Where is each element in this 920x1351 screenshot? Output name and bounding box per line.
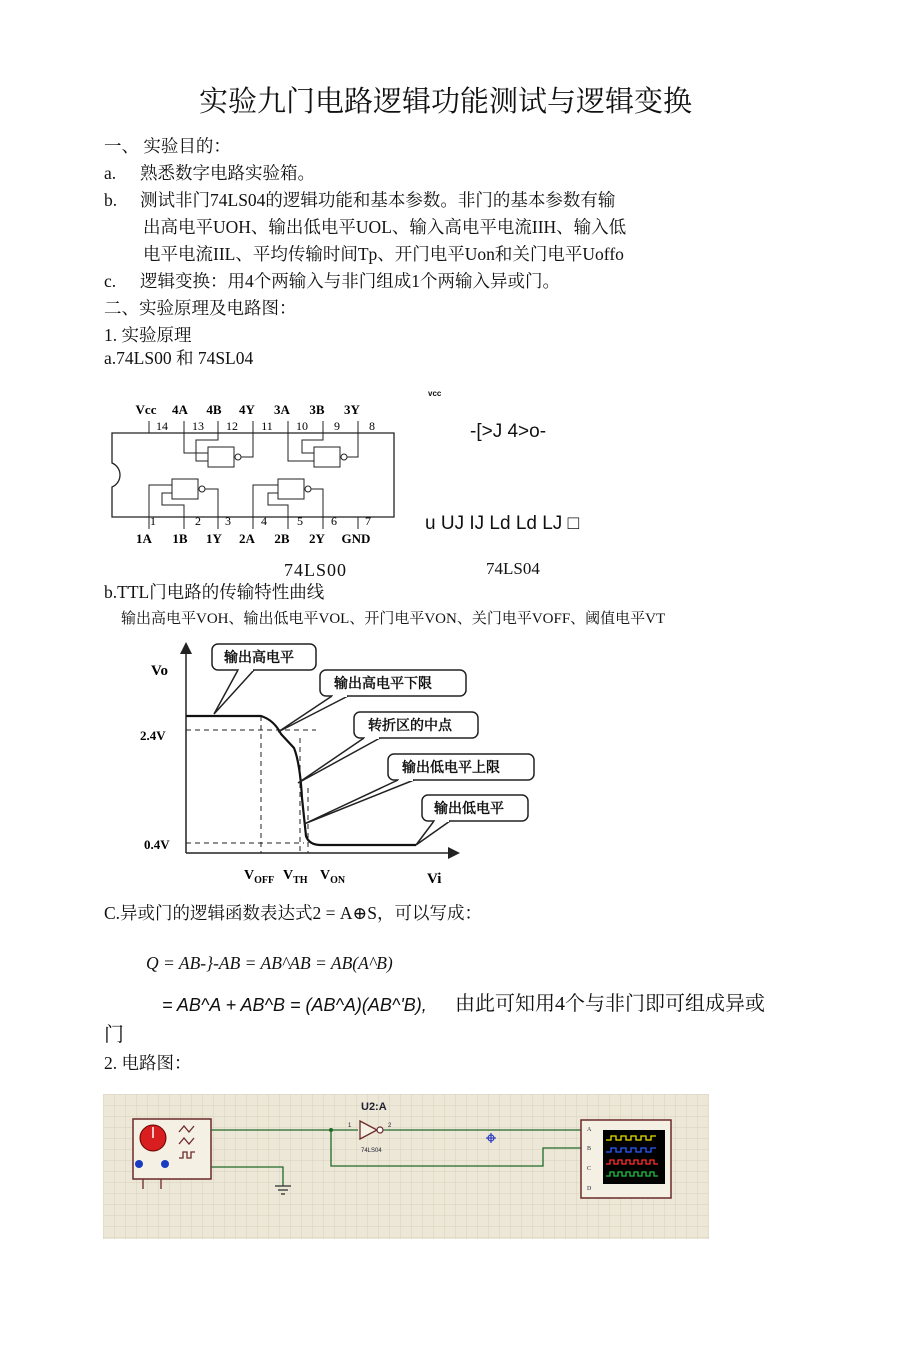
formula-line-2-text: 由此可知用4个与非门即可组成异或 — [455, 993, 765, 1015]
chip-74ls04-caption: 74LS04 — [486, 559, 540, 578]
gate-pin-out: 2 — [388, 1123, 392, 1129]
pin-label-top: 4Y — [239, 402, 255, 417]
pin-label-bottom: 1Y — [206, 531, 222, 546]
pin-label-bottom: GND — [341, 531, 371, 546]
section-2-heading: 二、实验原理及电路图： — [104, 298, 297, 318]
xor-expression-heading: C.异或门的逻辑函数表达式2 = A⊕S，可以写成： — [104, 903, 482, 923]
formula-line-2-math: = AB^A + AB^B = (AB^A)(AB^'B), — [162, 995, 427, 1015]
scope-channel-b: B — [587, 1146, 592, 1152]
pin-number-bottom: 6 — [331, 514, 337, 528]
section-1-heading: 一、 实验目的： — [104, 136, 231, 156]
chip-74ls00-diagram — [104, 395, 404, 585]
chips-heading: a.74LS00 和 74SL04 — [104, 348, 254, 368]
pin-number-top: 12 — [226, 419, 238, 433]
callout-transition-midpoint: 转折区的中点 — [368, 719, 452, 734]
curve-description: 输出高电平VOH、输出低电平VOL、开门电平VON、关门电平VOFF、阈值电平VT — [121, 611, 666, 627]
callout-output-low: 输出低电平 — [434, 802, 504, 817]
x-label-voff: $V_{OFF}$ — [244, 868, 275, 886]
pin-number-top: 9 — [334, 419, 340, 433]
gate-part-label: 74LS04 — [361, 1148, 382, 1154]
pin-number-bottom: 4 — [261, 514, 267, 528]
circuit-schematic — [103, 1094, 709, 1239]
chip-74ls04-row-1: -[>J 4>o- — [470, 421, 547, 442]
y-tick-0-4v: 0.4V — [144, 837, 170, 852]
circuit-heading: 2. 电路图： — [104, 1053, 192, 1073]
chip-74ls00-caption: 74LS00 — [284, 560, 348, 580]
item-a-text: 熟悉数字电路实验箱。 — [140, 163, 315, 183]
scope-channel-d: D — [587, 1186, 592, 1192]
item-a-marker: a. — [104, 163, 117, 183]
formula-line-1: Q = AB-}-AB = AB^AB = AB(A^B) — [146, 953, 393, 973]
chip-74ls04-row-2: u UJ IJ Ld Ld LJ □ — [425, 513, 580, 534]
pin-number-top: 14 — [156, 419, 168, 433]
y-axis-label: Vo — [151, 663, 168, 679]
pin-number-top: 8 — [369, 419, 375, 433]
pin-number-bottom: 7 — [365, 514, 371, 528]
pin-number-bottom: 3 — [225, 514, 231, 528]
formula-line-2-tail: 门 — [104, 1024, 124, 1046]
callout-output-low-max: 输出低电平上限 — [402, 761, 500, 776]
page-title: 实验九门电路逻辑功能测试与逻辑变换 — [199, 86, 693, 118]
curve-heading: b.TTL门电路的传输特性曲线 — [104, 582, 325, 602]
pin-label-top: 3Y — [344, 402, 360, 417]
signal-generator[interactable] — [133, 1119, 211, 1189]
pin-label-bottom: 1B — [172, 531, 188, 546]
x-axis-label: Vi — [427, 871, 442, 887]
transfer-curve-chart — [136, 638, 556, 888]
pin-number-top: 10 — [296, 419, 308, 433]
pin-label-bottom: 2B — [274, 531, 290, 546]
item-c-marker: c. — [104, 271, 117, 291]
item-b-line-3: 电平电流IIL、平均传输时间Tp、开门电平Uon和关门电平Uoffo — [143, 244, 624, 264]
x-label-vth: $V_{TH}$ — [283, 868, 308, 886]
pin-label-top: Vcc — [135, 402, 157, 417]
y-tick-2-4v: 2.4V — [140, 728, 166, 743]
gate-pin-in: 1 — [348, 1123, 352, 1129]
scope-channel-c: C — [587, 1166, 592, 1172]
item-c-text: 逻辑变换：用4个两输入与非门组成1个两输入异或门。 — [140, 271, 560, 291]
pin-label-top: 4B — [206, 402, 222, 417]
callout-output-high: 输出高电平 — [224, 651, 294, 666]
x-label-von: $V_{ON}$ — [320, 868, 346, 886]
pin-number-bottom: 2 — [195, 514, 201, 528]
scope-channel-a: A — [587, 1127, 592, 1133]
chip-74ls04-vcc: vcc — [428, 389, 442, 398]
callout-output-high-min: 输出高电平下限 — [334, 677, 432, 692]
pin-number-top: 11 — [261, 419, 273, 433]
pin-number-top: 13 — [192, 419, 204, 433]
pin-label-top: 3A — [274, 402, 290, 417]
pin-label-bottom: 1A — [136, 531, 152, 546]
principle-heading: 1. 实验原理 — [104, 325, 192, 345]
pin-label-bottom: 2Y — [309, 531, 325, 546]
pin-number-bottom: 5 — [297, 514, 303, 528]
gate-ref-label: U2:A — [361, 1101, 387, 1113]
oscilloscope[interactable] — [581, 1120, 671, 1198]
pin-number-bottom: 1 — [150, 514, 156, 528]
item-b-marker: b. — [104, 190, 118, 210]
pin-label-bottom: 2A — [239, 531, 255, 546]
pin-label-top: 4A — [172, 402, 188, 417]
item-b-line-2: 出高电平UOH、输出低电平UOL、输入高电平电流IIH、输入低 — [143, 217, 627, 237]
item-b-line-1: 测试非门74LS04的逻辑功能和基本参数。非门的基本参数有输 — [140, 190, 616, 210]
pin-label-top: 3B — [309, 402, 325, 417]
